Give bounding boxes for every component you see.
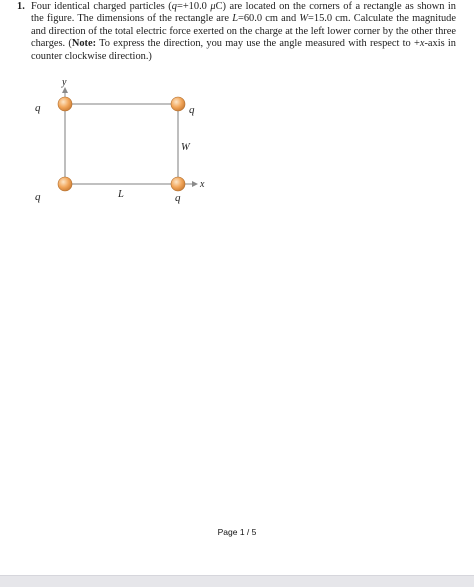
- problem-number: 1.: [17, 1, 25, 12]
- problem-text-4: =60.0 cm and: [237, 13, 300, 25]
- charge-top-right: [171, 97, 185, 111]
- x-symbol: x: [419, 38, 425, 50]
- charge-top-left: [58, 97, 72, 111]
- charge-bottom-left: [58, 177, 72, 191]
- problem-statement: [17, 1, 456, 63]
- W-symbol: W: [299, 13, 309, 25]
- mu-symbol: μ: [210, 1, 216, 12]
- page-indicator: Page 1 / 5: [217, 527, 257, 537]
- problem-text-5: =15.0 cm. Calculate the magnitude and direction of the total electric force exerted on the charge at the left lower corner by the other three charges. (: [31, 13, 456, 50]
- label-L: L: [118, 189, 124, 200]
- note-label: Note:: [71, 38, 97, 50]
- problem-text-2: =+10.0: [176, 1, 211, 12]
- q-symbol: q: [171, 1, 177, 12]
- problem-text-3: C) are located on the corners of a rectangle as shown in the figure. The dimensions of the rectangle are: [31, 1, 456, 25]
- label-q-bottom-left: q: [35, 191, 41, 203]
- label-q-top-left: q: [35, 102, 41, 114]
- problem-text-7: -axis in counter clockwise direction.): [31, 38, 456, 62]
- label-W: W: [181, 142, 190, 153]
- y-axis-label: y: [62, 77, 67, 88]
- x-axis-label: x: [200, 179, 205, 190]
- problem-text-1: Four identical charged particles (: [31, 1, 172, 12]
- viewer-bottom-bar: [0, 575, 474, 587]
- charge-bottom-right: [171, 177, 185, 191]
- problem-text-6: To express the direction, you may use the angle measured with respect to +: [96, 38, 420, 50]
- rectangle-charges-figure: [25, 74, 225, 209]
- label-q-bottom-right: q: [175, 192, 181, 204]
- label-q-top-right: q: [189, 104, 195, 116]
- L-symbol: L: [232, 13, 238, 25]
